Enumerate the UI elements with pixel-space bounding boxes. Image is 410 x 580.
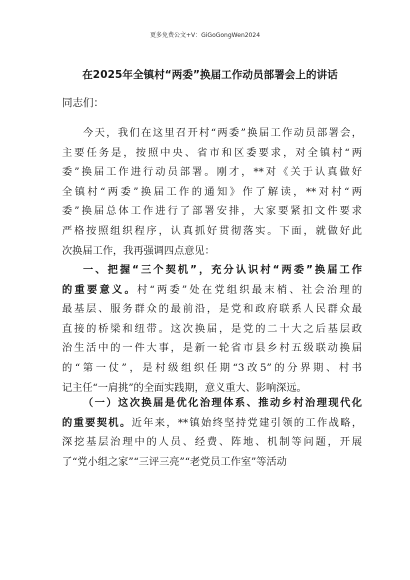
text-line: 主要任务是，按照中央、省市和区委要求，对全镇村“两 bbox=[62, 147, 362, 159]
section-one bbox=[62, 261, 362, 398]
text-line: 直接的桥梁和纽带。这次换届，是党的二十大之后基层政 bbox=[62, 323, 362, 335]
text-line: 最基层、服务群众的最前沿，是党和政府联系人民群众最 bbox=[62, 304, 362, 316]
section-heading-tail: 的重要意义。 bbox=[62, 284, 137, 296]
text-line: 委”换届工作进行动员部署。刚才，**对《关于认真做好 bbox=[62, 167, 362, 179]
section-text: 村“两委”处在党组织最末梢、社会治理的 bbox=[136, 284, 362, 296]
text-line bbox=[62, 281, 362, 301]
text-line: 了“党小组之家”“三评三亮”“老党员工作室”等活动 bbox=[62, 456, 287, 468]
subsection-one bbox=[62, 394, 362, 472]
text-line: 的“第一仗”，是村级组织任期“3改5”的分界期、村书 bbox=[62, 362, 362, 374]
header-note: 更多免费公文+V：GiGoGongWen2024 bbox=[149, 32, 261, 39]
text-line: 治生活中的一件大事，是新一轮省市县乡村五级联动换届 bbox=[62, 343, 362, 355]
text-line: 全镇村“两委”换届工作的通知》作了解读，**对村“两 bbox=[62, 186, 362, 198]
subsection-text: 近年来，**镇始终坚持党建引领的工作战略， bbox=[131, 417, 362, 429]
text-line: 记主任“一肩挑”的全面实践期，意义重大、影响深远。 bbox=[62, 382, 307, 394]
subsection-heading: （一）这次换届是优化治理体系、推动乡村治理现代化 bbox=[83, 398, 362, 409]
text-line: 深挖基层治理中的人员、经费、阵地、机制等问题，开展 bbox=[62, 437, 362, 449]
text-line: 今天，我们在这里召开村“两委”换届工作动员部署会， bbox=[83, 128, 362, 139]
text-line: 严格按照组织程序，认真抓好贯彻落实。下面，就做好此 bbox=[62, 225, 362, 237]
salutation: 同志们： bbox=[62, 97, 104, 109]
subsection-heading-tail: 的重要契机。 bbox=[62, 417, 132, 429]
text-line bbox=[62, 414, 362, 434]
section-heading: 一、把握“三个契机”，充分认识村“两委”换届工作 bbox=[83, 265, 362, 276]
paragraph-opening bbox=[62, 124, 362, 261]
text-line: 委”换届总体工作进行了部署安排，大家要紧扣文件要求 bbox=[62, 206, 362, 218]
document-title: 在2025年全镇村“两委”换届工作动员部署会上的讲话 bbox=[82, 69, 338, 81]
text-line: 次换届工作，我再强调四点意见： bbox=[62, 245, 215, 257]
